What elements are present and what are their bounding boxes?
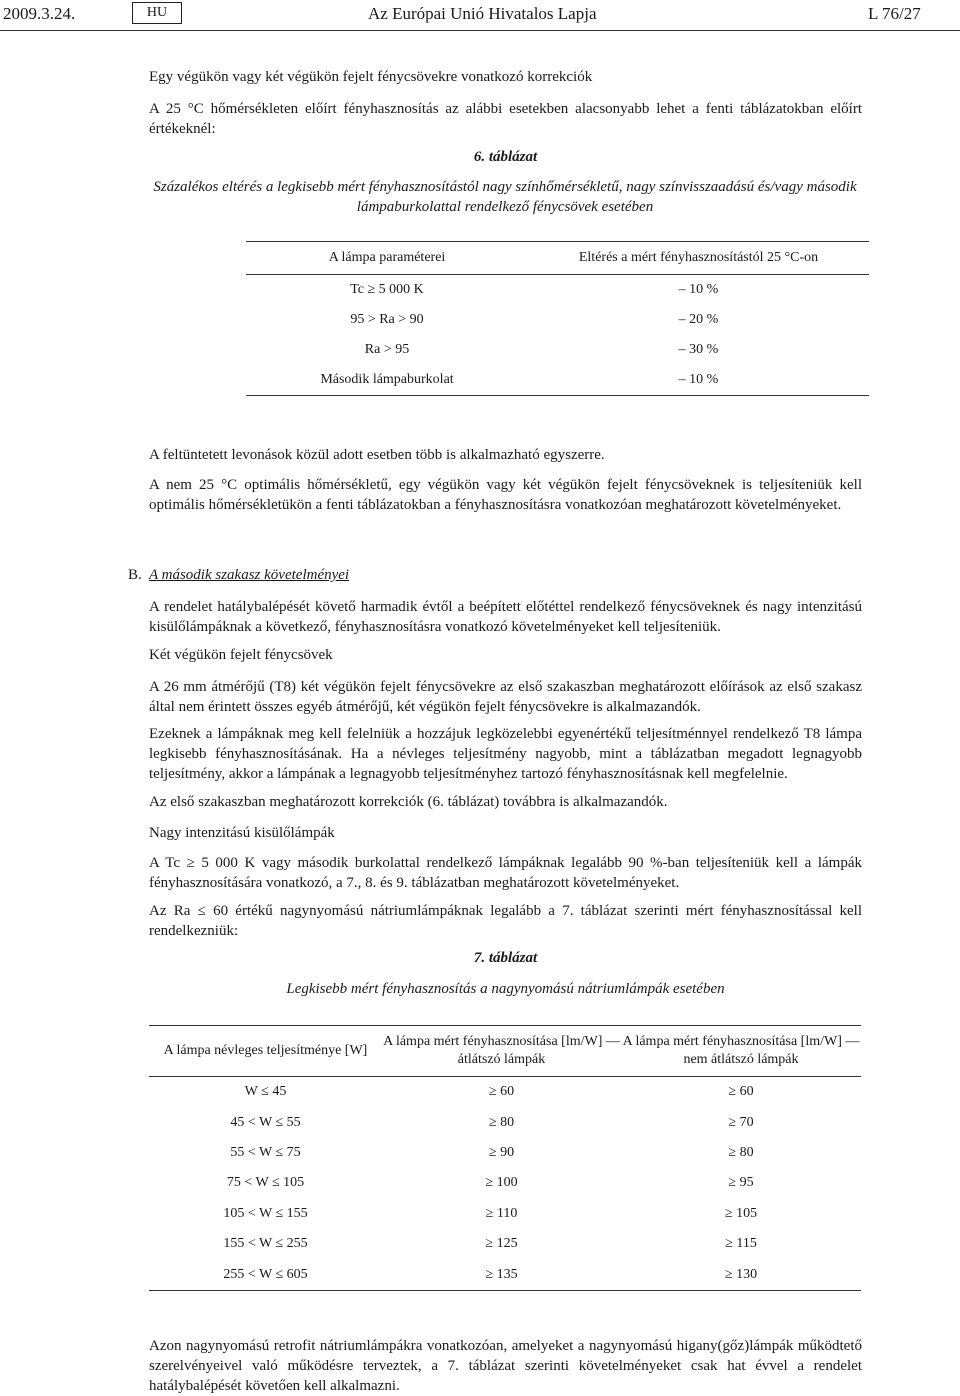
table7-cell: 45 < W ≤ 55 xyxy=(230,1114,301,1130)
table-header-row xyxy=(149,1026,861,1077)
table-row xyxy=(149,1229,861,1259)
table6-header-param: A lámpa paraméterei xyxy=(246,242,528,275)
table-row xyxy=(246,335,869,365)
section-b-letter: B. xyxy=(128,567,142,583)
table6-cell: Tc ≥ 5 000 K xyxy=(350,282,424,297)
table6-cell: – 30 % xyxy=(678,342,719,357)
table7-cell: ≥ 60 xyxy=(488,1084,515,1100)
table6-caption: Százalékos eltérés a legkisebb mért fényhasznosítástól nagy színhőmérsékletű, nagy színvisszaadású és/vagy második lámpaburkolattal rendelkező fénycsövek esetében xyxy=(153,179,857,215)
hid-paragraph-1: A Tc ≥ 5 000 K vagy második burkolattal rendelkező lámpáknak legalább 90 %-ban teljesíteniük kell a lámpák fényhasznosítására vonatkozó, a 7., 8. és 9. táblázatban meghatározott követelményeket. xyxy=(149,855,862,891)
table7-cell: ≥ 115 xyxy=(725,1236,757,1252)
stage-two-intro: A rendelet hatálybalépését követő harmadik évtől a beépített előtéttel rendelkező fénycsöveknek és nagy intenzitású kisülőlámpáknak a következő, fényhasznosításra vonatkozó követelményeket kell teljesíteniük. xyxy=(149,599,862,635)
language-badge: HU xyxy=(132,2,182,24)
table-row xyxy=(149,1138,861,1168)
double-capped-paragraph-1: A 26 mm átmérőjű (T8) két végükön fejelt fénycsövekre az első szakaszban meghatározott előírások az első szakasz által nem érintett összes egyéb átmérőjű, két végükön fejelt fénycsövekre is alkalmazandók. xyxy=(149,679,862,715)
table6-cell: Ra > 95 xyxy=(364,342,410,357)
corrections-continue: Az első szakaszban meghatározott korrekciók (6. táblázat) továbbra is alkalmazandók. xyxy=(149,794,668,810)
table7-cell: ≥ 100 xyxy=(485,1175,518,1191)
table-row xyxy=(149,1259,861,1290)
table7-cell: 155 < W ≤ 255 xyxy=(223,1236,308,1252)
table6-header-deviation: Eltérés a mért fényhasznosítástól 25 °C-on xyxy=(528,242,869,275)
table-row xyxy=(246,365,869,396)
page-header xyxy=(0,2,960,26)
table6-cell: Második lámpaburkolat xyxy=(320,372,454,387)
table6-title: 6. táblázat xyxy=(473,149,538,165)
table7-cell: ≥ 80 xyxy=(728,1144,754,1160)
table7-title: 7. táblázat xyxy=(473,950,538,966)
table6-cell: – 10 % xyxy=(678,372,719,387)
table7-cell: ≥ 130 xyxy=(724,1266,758,1282)
table7-cell: W ≤ 45 xyxy=(244,1084,287,1100)
table-row xyxy=(149,1199,861,1229)
table7-header-wattage: A lámpa névleges teljesítménye [W] xyxy=(149,1026,382,1077)
table7-cell: 75 < W ≤ 105 xyxy=(226,1175,305,1191)
table7-cell: ≥ 80 xyxy=(488,1114,515,1130)
table7-cell: ≥ 70 xyxy=(728,1114,754,1130)
table7-cell: ≥ 125 xyxy=(485,1236,518,1252)
hid-paragraph-2: Az Ra ≤ 60 értékű nagynyomású nátriumlámpáknak legalább a 7. táblázat szerinti mért fényhasznosítással kell rendelkezniük: xyxy=(149,903,862,939)
corrections-heading: Egy végükön vagy két végükön fejelt fénycsövekre vonatkozó korrekciók xyxy=(149,69,593,85)
journal-title: Az Európai Unió Hivatalos Lapja xyxy=(368,4,597,23)
table7-cell: ≥ 95 xyxy=(728,1175,754,1191)
table-row xyxy=(149,1077,861,1108)
header-rule xyxy=(0,30,960,31)
table6-cell: – 20 % xyxy=(678,312,719,327)
optimal-temperature-note: A nem 25 °C optimális hőmérsékletű, egy végükön vagy két végükön fejelt fénycsöveknek is teljesíteniük kell optimális hőmérsékletükön a fenti táblázatokban a fényhasznosításra vonatkozóan meghatározott követelményeket. xyxy=(149,477,862,513)
table-header-row xyxy=(246,242,869,275)
table7-cell: ≥ 135 xyxy=(485,1266,518,1282)
table7-header-nonclear: A lámpa mért fényhasznosítása [lm/W] — nem átlátszó lámpák xyxy=(621,1026,861,1077)
deductions-note: A feltüntetett levonások közül adott esetben több is alkalmazható egyszerre. xyxy=(149,447,605,463)
double-capped-paragraph-2: Ezeknek a lámpáknak meg kell felelniük a hozzájuk legközelebbi egyenértékű teljesítménnyel rendelkező T8 lámpa legkisebb fényhasznosításának. Ha a névleges teljesítmény nagyobb, mint a táblázatban megadott legnagyobb teljesítmény, akkor a lámpának a legnagyobb teljesítményhez tartozó fényhasznosításnak kell megfelelnie. xyxy=(149,726,862,782)
table-row xyxy=(149,1168,861,1198)
table7-cell: ≥ 90 xyxy=(488,1144,515,1160)
table7-caption: Legkisebb mért fényhasznosítás a nagynyomású nátriumlámpák esetében xyxy=(286,981,725,997)
table6-cell: 95 > Ra > 90 xyxy=(350,312,424,327)
page-number: L 76/27 xyxy=(868,4,921,23)
table-row xyxy=(246,305,869,335)
table6-cell: – 10 % xyxy=(678,282,719,297)
hid-heading: Nagy intenzitású kisülőlámpák xyxy=(149,825,335,841)
table7-cell: ≥ 105 xyxy=(724,1205,758,1221)
table7-cell: ≥ 110 xyxy=(485,1205,518,1221)
table7 xyxy=(149,1025,861,1291)
section-b-title: A második szakasz követelményei xyxy=(149,567,350,583)
table7-cell: 255 < W ≤ 605 xyxy=(223,1266,308,1282)
table7-cell: 55 < W ≤ 75 xyxy=(230,1144,301,1160)
table6 xyxy=(246,241,869,396)
retrofit-note: Azon nagynyomású retrofit nátriumlámpákra vonatkozóan, amelyeket a nagynyomású higany(gőz)lámpák működtető szerelvényeivel való működésre terveztek, a 7. táblázat szerinti követelményeket csak hat évvel a rendelet hatálybalépését követően kell alkalmazni. xyxy=(149,1338,862,1394)
corrections-intro: A 25 °C hőmérsékleten előírt fényhasznosítás az alábbi esetekben alacsonyabb lehet a fenti táblázatokban előírt értékeknél: xyxy=(149,101,862,137)
table-row xyxy=(246,275,869,306)
publication-date: 2009.3.24. xyxy=(3,4,76,23)
double-capped-heading: Két végükön fejelt fénycsövek xyxy=(149,647,333,663)
table7-cell: ≥ 60 xyxy=(728,1084,754,1100)
table-row xyxy=(149,1107,861,1137)
table7-cell: 105 < W ≤ 155 xyxy=(223,1205,308,1221)
table7-header-clear: A lámpa mért fényhasznosítása [lm/W] — átlátszó lámpák xyxy=(382,1026,621,1077)
